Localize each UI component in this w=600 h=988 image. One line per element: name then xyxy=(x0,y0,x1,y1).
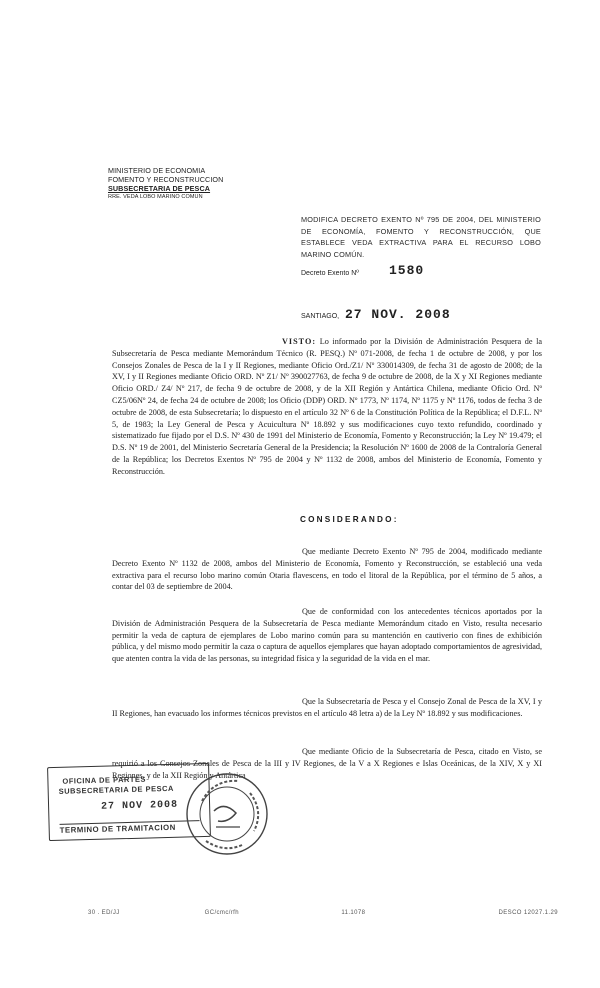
ministry-header xyxy=(108,166,228,202)
ministry-line-4: RRE. VEDA LOBO MARINO COMUN xyxy=(108,194,203,200)
decree-number: 1580 xyxy=(389,263,425,278)
footer-ref-4: DESCO 12027.1.29 xyxy=(498,910,558,916)
considerando-paragraph-1 xyxy=(112,546,542,593)
footer-ref-1: 30 . ED/JJ xyxy=(88,910,120,916)
date-label: SANTIAGO, xyxy=(301,313,340,320)
decree-date-line xyxy=(301,307,541,322)
p4-text: Pesca, citado en Visto, se requirió a los Consejos Zonales de Pesca de la III y IV Regiones, de la V a X Regiones e Islas Oceánicas, de la XIV, X y XI Regiones, y de la XII Región y Antártica xyxy=(112,747,542,780)
ministry-line-3: SUBSECRETARIA DE PESCA xyxy=(108,184,211,193)
p2-text: técnicos aportados por la División de Administración Pesquera de la Subsecretaría de Pesca mediante Memorándum citado en Visto, resulta necesario permitir la veda de captura de ejemplares de Lobo marino común para su mantención en cautiverio con fines de exhibición pública, y del mismo modo permitir la caza o captura de aquellos ejemplares que hayan adoptado comportamientos de agresividad, que atenten contra la vida de las personas, su integridad física y la seguridad de la vida en el mar. xyxy=(112,607,542,664)
ministry-line-2: FOMENTO Y RECONSTRUCCION xyxy=(108,175,224,184)
considerando-heading: CONSIDERANDO: xyxy=(300,515,399,524)
p3-text: Zonal de Pesca de la XV, I y II Regiones, han evacuado los informes técnicos previstos en el artículo 48 letra a) de la Ley Nº 18.892 y sus modificaciones. xyxy=(112,697,543,718)
round-seal-icon xyxy=(184,771,270,857)
footer-ref-2: GC/cmc/rfh xyxy=(204,910,239,916)
ministry-line-1: MINISTERIO DE ECONOMIA xyxy=(108,166,206,175)
decree-number-label: Decreto Exento Nº xyxy=(301,270,359,277)
visto-lead: VISTO: xyxy=(282,337,317,346)
decree-number-line xyxy=(301,263,541,278)
p1-lead: Que mediante Decreto Exento Nº 795 de 2004, xyxy=(302,547,468,556)
decree-date: 27 NOV. 2008 xyxy=(345,307,451,322)
document-footer xyxy=(88,910,558,916)
considerando-paragraph-2 xyxy=(112,606,542,665)
decree-subject: MODIFICA DECRETO EXENTO Nº 795 DE 2004, DEL MINISTERIO DE ECONOMÍA, FOMENTO Y RECONSTRUCCIÓN, QUE ESTABLECE VEDA EXTRACTIVA PARA EL RECURSO LOBO MARINO COMÚN. xyxy=(301,215,541,259)
visto-text: Lo informado por la División de Administración Pesquera de la Subsecretaría de Pesca mediante Memorándum Técnico (R. PESQ.) Nº 071-2008, de fecha 1 de octubre de 2008, y por los Consejos Zonales de Pesca de la I y II Regiones, mediante Oficio Ord./Z1/ Nº 330014309, de fecha 31 de agosto de 2008; de la XV, I y II Regiones mediante Oficio ORD. Nº Z1/ Nº 390027763, de fecha 9 de octubre de 2008, de la X y XI Regiones mediante Oficio ORD./ Z4/ Nº 217, de fecha 9 de octubre de 2008, y de la XII Región y Antártica Chilena, mediante Oficio Ord. Nº CZ5/06Nº 24, de fecha 24 de octubre de 2008; los Oficio (DDP) ORD. Nº 1773, Nº 1174, Nº 1175 y Nº 1176, todos de fecha 3 de octubre de 2008, de esta Subsecretaría; lo dispuesto en el artículo 32 Nº 6 de la Constitución Política de la República; el D.F.L. Nº 5, de 1983; la Ley General de Pesca y Acuicultura Nº 18.892 y sus modificaciones cuyo texto refundido, coordinado y sistematizado fue fijado por el D.S. Nº 430 de 1991 del Ministerio de Economía, Fomento y Reconstrucción; la Ley Nº 19.479; el D.S. Nº 19 de 2001, del Ministerio Secretaría General de la Presidencia; la Resolución Nº 1600 de 2008 de la Contraloría General de la República; los Decretos Exentos Nº 795 de 2004 y Nº 1132 de 2008, ambos del Ministerio de Economía, Fomento y Reconstrucción. xyxy=(112,337,543,476)
stamp-line-4: TERMINO DE TRAMITACION xyxy=(60,820,200,835)
considerando-paragraph-3 xyxy=(112,696,542,720)
p4-lead: Que mediante Oficio de la Subsecretaría de xyxy=(302,747,452,756)
p1-text: modificado mediante Decreto Exento Nº 1132 de 2008, ambos del Ministerio de Economía, Fomento y Reconstrucción, se estableció una veda extractiva para el recurso lobo marino común Otaria flavescens, en todo el litoral de la República, por el término de 5 años, a contar del 03 de septiembre de 2004. xyxy=(112,547,543,592)
stamp-date: 27 NOV 2008 xyxy=(100,799,179,813)
footer-ref-3: 11.1078 xyxy=(341,910,366,916)
visto-paragraph xyxy=(112,336,542,478)
p2-lead: Que de conformidad con los antecedentes xyxy=(302,607,450,616)
stamp-line-1: OFICINA DE PARTES xyxy=(62,774,147,786)
p3-lead: Que la Subsecretaría de Pesca y el Consejo xyxy=(302,697,445,706)
stamp-line-2: SUBSECRETARIA DE PESCA xyxy=(58,783,174,796)
